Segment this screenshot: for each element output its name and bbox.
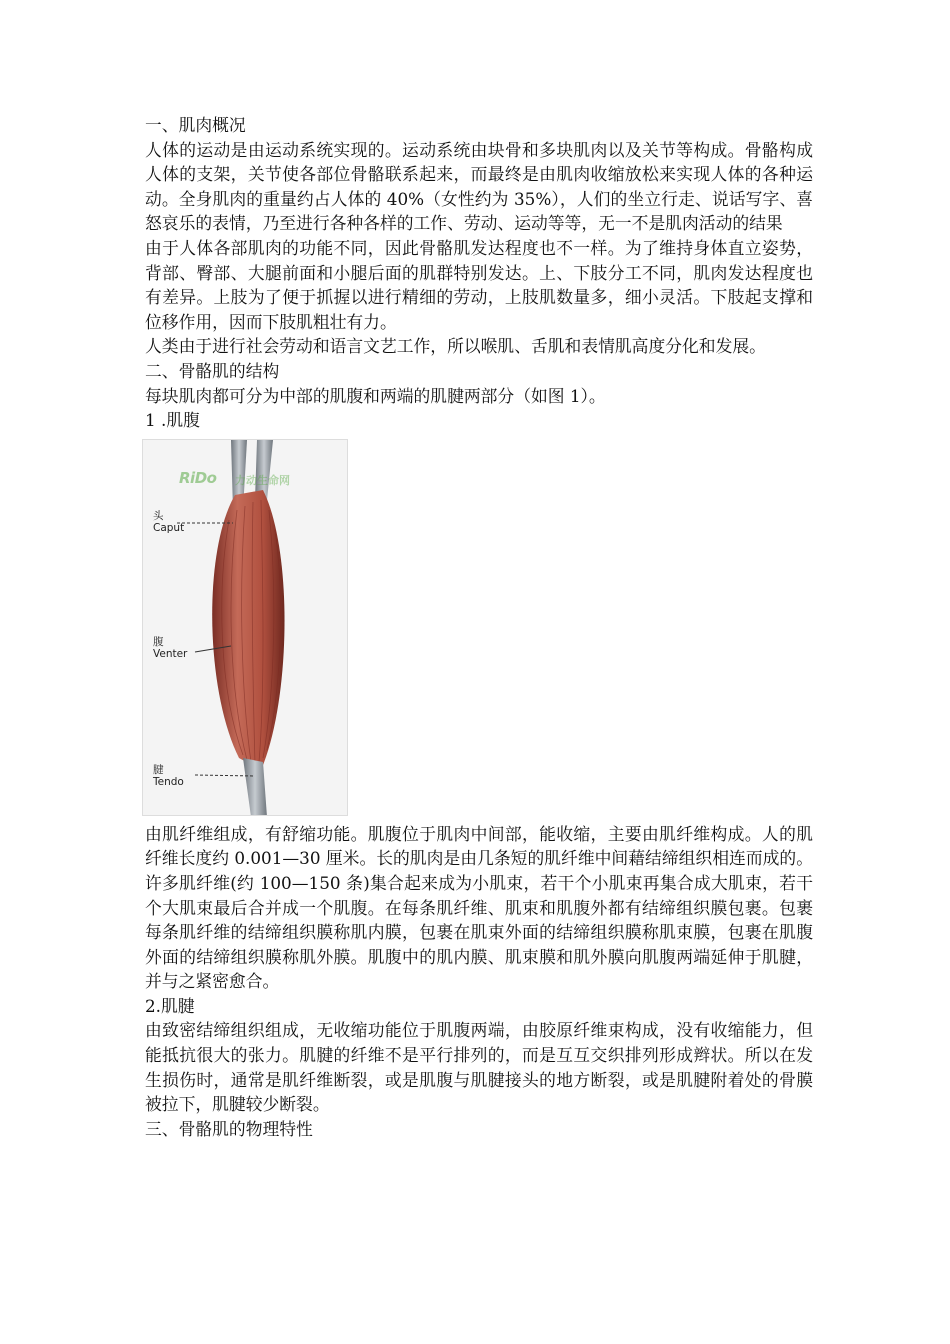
label-caput: 头 Caput bbox=[153, 509, 185, 534]
subheading-muscle-belly: 1 .肌腹 bbox=[145, 410, 200, 431]
document-page bbox=[145, 113, 813, 1141]
paragraph-muscle-belly: 由肌纤维组成，有舒缩功能。肌腹位于肌肉中间部，能收缩，主要由肌纤维构成。人的肌纤维长度约 0.001—30 厘米。长的肌肉是由几条短的肌纤维中间藉结缔组织相连而成的。许多肌纤维(约 100—150 条)集合起来成为小肌束，若干个小肌束再集合成大肌束，若干个大肌束最后合并成一个肌腹。在每条肌纤维、肌束和肌腹外都有结缔组织膜包裹。包裹每条肌纤维的结缔组织膜称肌内膜，包裹在肌束外面的结缔组织膜称肌束膜，包裹在肌腹外面的结缔组织膜称肌外膜。肌腹中的肌内膜、肌束膜和肌外膜向肌腹两端延伸于肌腱，并与之紧密愈合。 bbox=[145, 823, 813, 992]
muscle-anatomy-figure bbox=[142, 439, 348, 816]
watermark-text: 力动生命网 bbox=[235, 473, 290, 487]
paragraph-human-specialization: 人类由于进行社会劳动和语言文艺工作，所以喉肌、舌肌和表情肌高度分化和发展。 bbox=[145, 336, 766, 357]
subheading-tendon: 2.肌腱 bbox=[145, 995, 195, 1016]
watermark-logo: RiDo bbox=[179, 468, 217, 487]
section-heading-1: 一、肌肉概况 bbox=[145, 115, 246, 135]
paragraph-structure-intro: 每块肌肉都可分为中部的肌腹和两端的肌腱两部分（如图 1）。 bbox=[145, 385, 606, 406]
label-tendo: 腱 Tendo bbox=[153, 763, 184, 788]
muscle-illustration bbox=[143, 440, 348, 816]
section-heading-2: 二、骨骼肌的结构 bbox=[145, 360, 280, 381]
paragraph-muscle-overview: 人体的运动是由运动系统实现的。运动系统由块骨和多块肌肉以及关节等构成。骨骼构成人体的支架，关节使各部位骨骼联系起来，而最终是由肌肉收缩放松来实现人体的各种运动。全身肌肉的重量约占人体的 40%（女性约为 35%），人们的坐立行走、说话写字、喜怒哀乐的表情，乃至进行各种各样的工作、劳动、运动等等，无一不是肌肉活动的结果 bbox=[145, 139, 813, 234]
paragraph-tendon: 由致密结缔组织组成，无收缩功能位于肌腹两端，由胶原纤维束构成，没有收缩能力，但能抵抗很大的张力。肌腱的纤维不是平行排列的，而是互互交织排列形成辫状。所以在发生损伤时，通常是肌纤维断裂，或是肌腹与肌腱接头的地方断裂，或是肌腱附着处的骨膜被拉下，肌腱较少断裂。 bbox=[145, 1020, 813, 1115]
paragraph-muscle-development: 由于人体各部肌肉的功能不同，因此骨骼肌发达程度也不一样。为了维持身体直立姿势，背部、臀部、大腿前面和小腿后面的肌群特别发达。上、下肢分工不同，肌肉发达程度也有差异。上肢为了便于抓握以进行精细的劳动，上肢肌数量多，细小灵活。下肢起支撑和位移作用，因而下肢肌粗壮有力。 bbox=[145, 237, 813, 332]
section-heading-3: 三、骨骼肌的物理特性 bbox=[145, 1118, 313, 1139]
label-venter: 腹 Venter bbox=[153, 635, 188, 660]
